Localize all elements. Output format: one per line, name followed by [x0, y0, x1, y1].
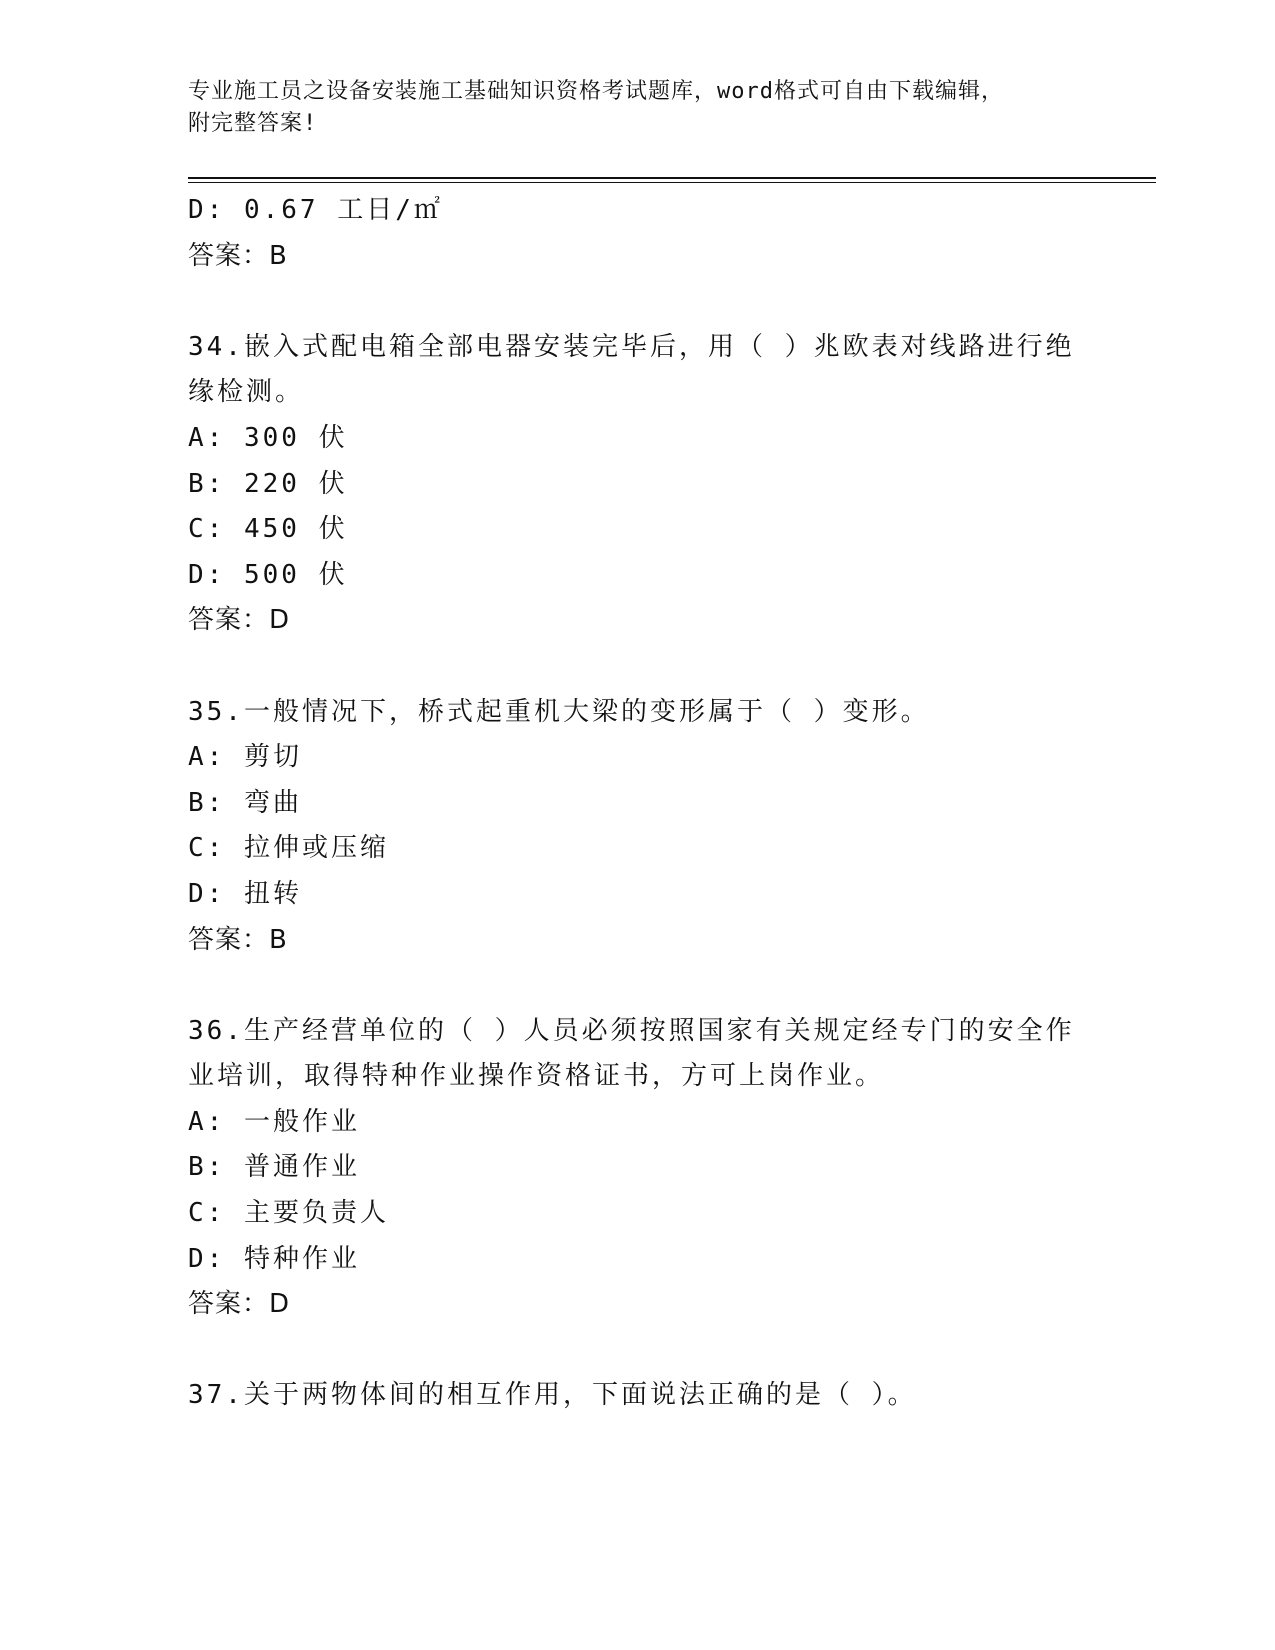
question-34: [188, 325, 1088, 644]
option-c: C: 拉伸或压缩: [188, 833, 389, 864]
question-text-line-2: 业培训，取得特种作业操作资格证书，方可上岗作业。: [188, 1061, 885, 1092]
answer-line: 答案：B: [188, 924, 288, 955]
option-a: A: 一般作业: [188, 1106, 360, 1137]
question-text-line-1: 36.生产经营单位的（ ）人员必须按照国家有关规定经专门的安全作: [188, 1015, 1075, 1046]
question-text-line-2: 缘检测。: [188, 377, 305, 408]
option-b: B: 弯曲: [188, 787, 302, 818]
option-a: A: 300 伏: [188, 422, 348, 453]
option-d: D: 500 伏: [188, 559, 348, 590]
document-body: [188, 188, 1088, 1419]
question-37: [188, 1373, 1088, 1419]
option-b: B: 普通作业: [188, 1152, 360, 1183]
answer-line: 答案：D: [188, 605, 291, 636]
question-36: [188, 1009, 1088, 1328]
header-rule-thin: [188, 182, 1156, 183]
question-text-line-1: 35.一般情况下，桥式起重机大梁的变形属于（ ）变形。: [188, 696, 930, 727]
header-line-1: 专业施工员之设备安装施工基础知识资格考试题库，word格式可自由下载编辑，: [188, 79, 1004, 104]
header-rule-thick: [188, 177, 1156, 179]
option-a: A: 剪切: [188, 742, 302, 773]
question-text-line-1: 37.关于两物体间的相互作用，下面说法正确的是（ ）。: [188, 1380, 917, 1411]
option-d: D: 0.67 工日/㎡: [188, 195, 443, 225]
carryover-block: [188, 188, 1088, 279]
option-d: D: 特种作业: [188, 1243, 360, 1274]
answer-line: 答案：B: [188, 240, 288, 271]
header-line-2: 附完整答案!: [188, 111, 318, 136]
option-c: C: 450 伏: [188, 514, 348, 545]
option-c: C: 主要负责人: [188, 1198, 389, 1229]
document-header: [188, 76, 1088, 140]
question-text-line-1: 34.嵌入式配电箱全部电器安装完毕后，用（ ）兆欧表对线路进行绝: [188, 331, 1075, 362]
option-d: D: 扭转: [188, 878, 302, 909]
option-b: B: 220 伏: [188, 468, 348, 499]
answer-line: 答案：D: [188, 1289, 291, 1320]
question-35: [188, 690, 1088, 964]
